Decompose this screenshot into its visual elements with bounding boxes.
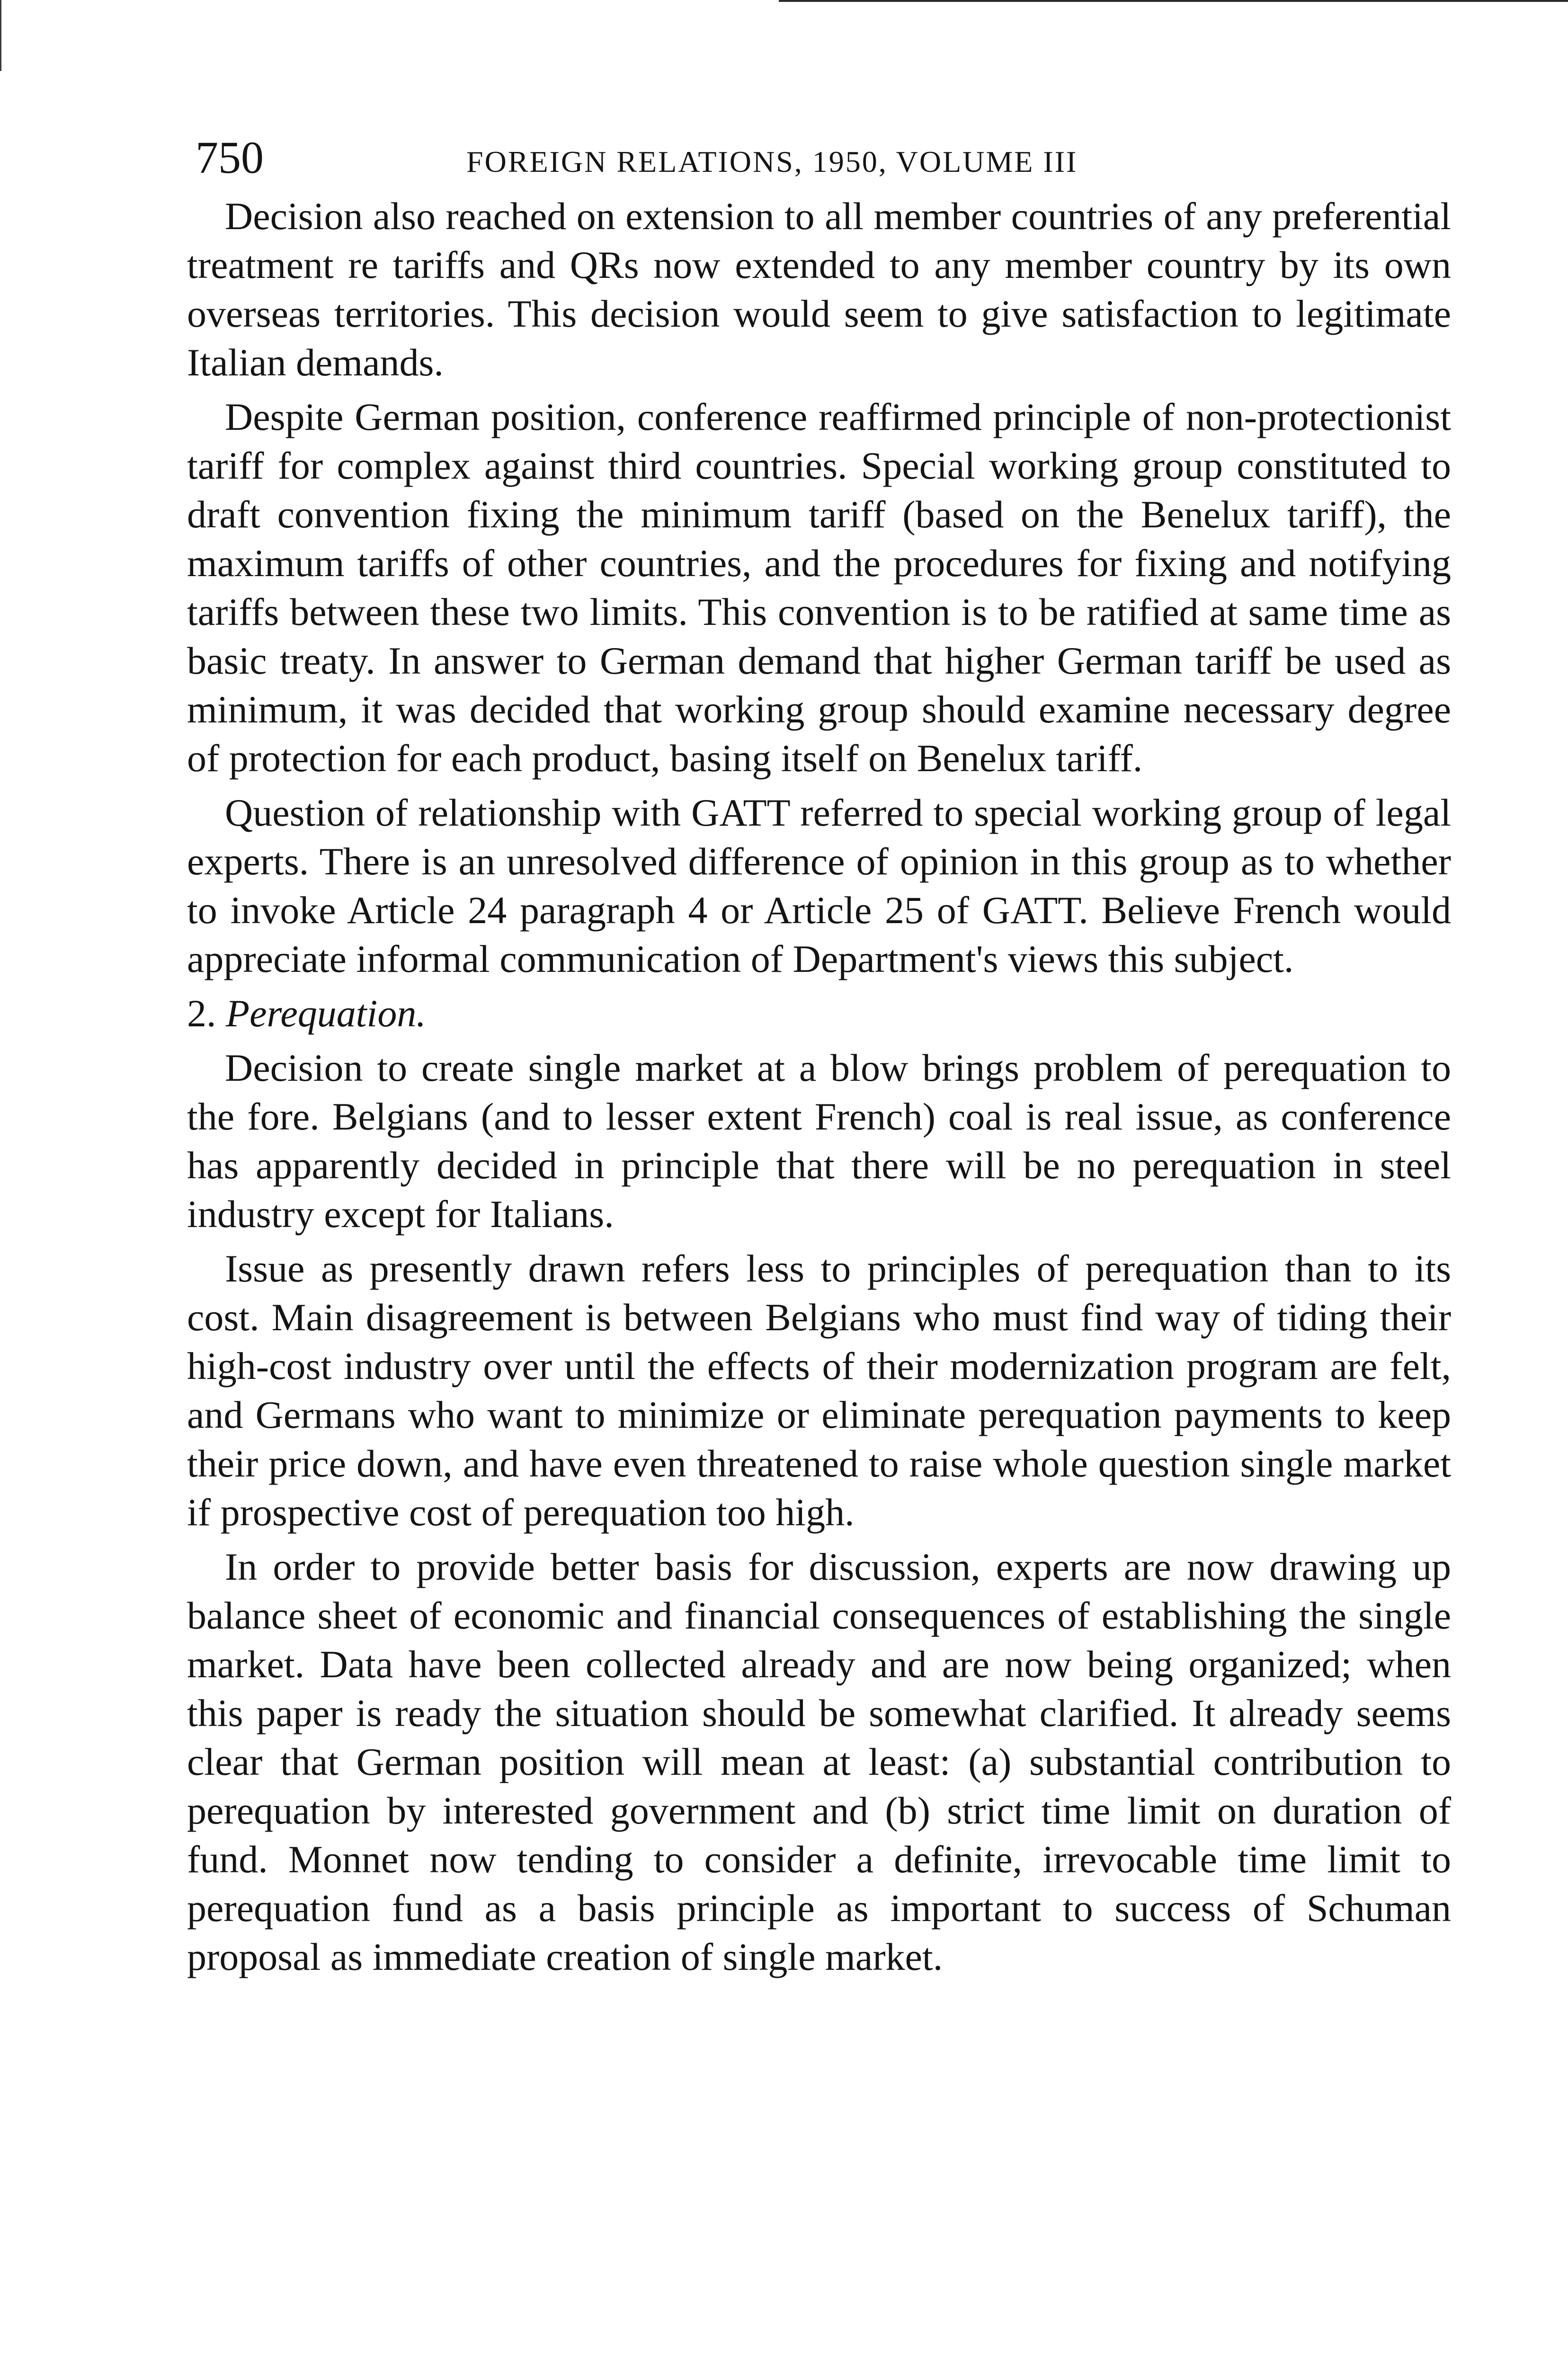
paragraph-gatt: Question of relationship with GATT referred to special working group of legal experts. There is an unresolved difference of opinion in this group as to whether to invoke Article 24 paragraph 4 or Article 25 of GATT. Believe French would appreciate informal communication of Department's views this subject. xyxy=(187,791,1451,980)
body-text xyxy=(187,192,1451,1981)
paragraph-tariff-principle: Despite German position, conference reaffirmed principle of non-protectionist tariff for complex against third countries. Special working group constituted to draft convention fixing the minimum tariff (based on the Benelux tariff), the maximum tariffs of other countries, and the procedures for fixing and notifying tariffs between these two limits. This convention is to be ratified at same time as basic treaty. In answer to German demand that higher German tariff be used as minimum, it was decided that working group should examine necessary degree of protection for each product, basing itself on Benelux tariff. xyxy=(187,395,1451,780)
running-title: FOREIGN RELATIONS, 1950, VOLUME III xyxy=(466,145,1078,178)
section-heading-perequation xyxy=(187,989,1451,1038)
paragraph-perequation-cost: Issue as presently drawn refers less to principles of perequation than to its cost. Main disagreement is between Belgians who must find way of tiding their high-cost industry over until the effects of their modernization program are felt, and Germans who want to minimize or eliminate perequation payments to keep their price down, and have even threatened to raise whole question single market if prospective cost of perequation too high. xyxy=(187,1247,1451,1534)
page-number: 750 xyxy=(196,132,264,183)
running-head xyxy=(187,121,1451,192)
scan-edge-left xyxy=(0,0,1,71)
paragraph-single-market: Decision to create single market at a blow brings problem of perequation to the fore. Belgians (and to lesser extent French) coal is real issue, as conference has apparently decided in principle that there will be no perequation in steel industry except for Italians. xyxy=(187,1046,1451,1236)
paragraph-tariff-extension: Decision also reached on extension to all member countries of any preferential treatment re tariffs and QRs now extended to any member country by its own overseas territories. This decision would seem to give satisfaction to legitimate Italian demands. xyxy=(187,195,1451,384)
paragraph-balance-sheet: In order to provide better basis for discussion, experts are now drawing up balance sheet of economic and financial consequences of establishing the single market. Data have been collected already and are now being organized; when this paper is ready the situation should be somewhat clarified. It already seems clear that German position will mean at least: (a) substantial contribution to perequation by interested government and (b) strict time limit on duration of fund. Monnet now tending to consider a definite, irrevocable time limit to perequation fund as a basis principle as important to success of Schuman proposal as immediate creation of single market. xyxy=(187,1545,1451,1978)
document-page xyxy=(187,121,1451,1987)
section-title: Perequation. xyxy=(226,992,426,1035)
section-number: 2. xyxy=(187,992,216,1035)
scan-edge-top xyxy=(779,0,1568,2)
